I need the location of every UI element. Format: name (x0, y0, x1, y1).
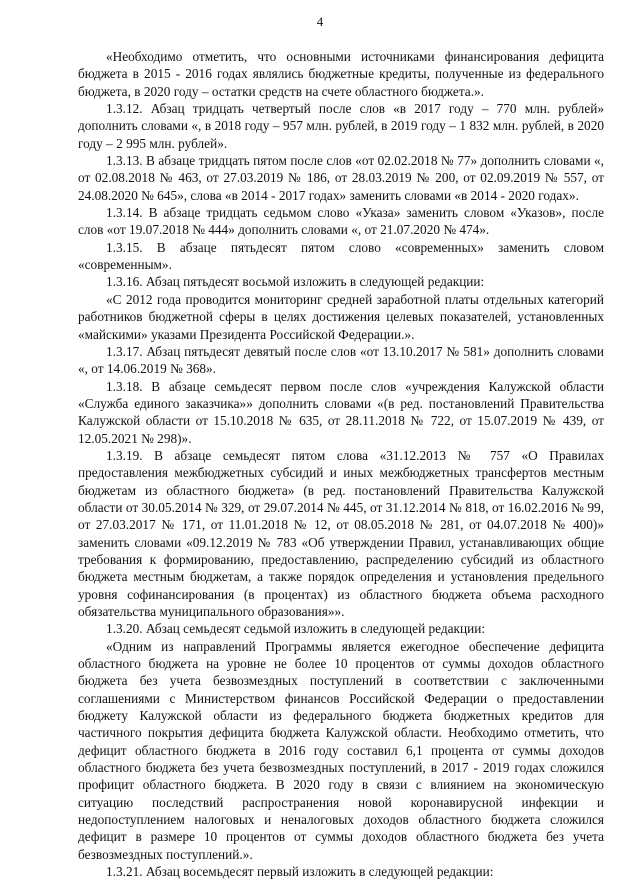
paragraph-deficit-sources: «Необходимо отметить, что основными источниками финансирования дефицита бюджета в 2015 - 2016 годах являлись бюджетные кредиты, полученные из федерального бюджета, в 2020 году – остатки средств на счете областного бюджета.». (78, 49, 604, 99)
paragraph-program-quote: «Одним из направлений Программы является ежегодное обеспечение дефицита областного бюджета на уровне не более 10 процентов от суммы доходов областного бюджета без учета безвозмездных поступлений в соответствии с заключенными соглашениями с Министерством финансов Российской Федерации о предоставлении бюджету Калужской области из федерального бюджета бюджетных кредитов для частичного покрытия дефицита бюджета Калужской области. Необходимо отметить, что дефицит областного бюджета в 2016 году составил 6,1 процента от суммы доходов областного бюджета без учета безвозмездных поступлений, в 2017 - 2019 годах сложился профицит областного бюджета. В 2020 году в связи с влиянием на экономическую ситуацию последствий распространения новой коронавирусной инфекции и недопоступлением налоговых и неналоговых доходов областного бюджета сложился дефицит в размере 10 процентов от суммы доходов областного бюджета без учета безвозмездных поступлений.». (78, 638, 604, 862)
paragraph-1-3-20: 1.3.20. Абзац семьдесят седьмой изложить в следующей редакции: (106, 621, 486, 637)
paragraph-monitoring-quote: «С 2012 года проводится мониторинг средней заработной платы отдельных категорий работников бюджетной сферы в целях достижения целевых показателей, установленных «майскими» указами Президента Российской Федерации.». (78, 291, 604, 342)
paragraph-1-3-21: 1.3.21. Абзац восемьдесят первый изложить в следующей редакции: (106, 864, 494, 880)
paragraph-1-3-15: 1.3.15. В абзаце пятьдесят пятом слово «современных» заменить словом «современным». (78, 239, 604, 273)
page-number: 4 (316, 14, 324, 29)
paragraph-1-3-19: 1.3.19. В абзаце семьдесят пятом слова «31.12.2013 № 757 «О Правилах предоставления межбюджетных субсидий и иных межбюджетных трансфертов местным бюджетам из областного бюджета» (в ред. постановлений Правительства Калужской области от 30.05.2014 № 329, от 29.07.2014 № 445, от 31.12.2014 № 818, от 16.02.2016 № 99, от 27.03.2017 № 171, от 11.01.2018 № 12, от 08.05.2018 № 281, от 04.07.2018 № 400)» заменить словами «09.12.2019 № 783 «Об утверждении Правил, устанавливающих общие требования к формированию, предоставлению, распределению субсидий из областного бюджета местным бюджетам, а также порядок определения и установления предельного уровня софинансирования (в процентах) из областного бюджета объема расходного обязательства муниципального образования»». (78, 447, 604, 619)
paragraph-1-3-17: 1.3.17. Абзац пятьдесят девятый после слов «от 13.10.2017 № 581» дополнить словами «, от 14.06.2019 № 368». (78, 343, 604, 377)
paragraph-1-3-18: 1.3.18. В абзаце семьдесят первом после слов «учреждения Калужской области «Служба единого заказчика»» дополнить словами «(в ред. постановлений Правительства Калужской области от 15.10.2018 № 635, от 28.11.2018 № 722, от 15.07.2019 № 439, от 12.05.2021 № 298)». (78, 378, 604, 446)
paragraph-1-3-12: 1.3.12. Абзац тридцать четвертый после слов «в 2017 году – 770 млн. рублей» дополнить словами «, в 2018 году – 957 млн. рублей, в 2019 году – 1 832 млн. рублей, в 2020 году – 2 995 млн. рублей». (78, 101, 604, 151)
paragraph-1-3-14: 1.3.14. В абзаце тридцать седьмом слово «Указа» заменить словом «Указов», после слов «от 19.07.2018 № 444» дополнить словами «, от 21.07.2020 № 474». (78, 205, 604, 238)
paragraph-1-3-16: 1.3.16. Абзац пятьдесят восьмой изложить в следующей редакции: (106, 274, 485, 290)
paragraph-1-3-13: 1.3.13. В абзаце тридцать пятом после слов «от 02.02.2018 № 77» дополнить словами «, от 02.08.2018 № 463, от 27.03.2019 № 186, от 28.03.2019 № 200, от 02.09.2019 № 557, от 24.08.2020 № 645», слова «в 2014 - 2017 годах» заменить словами «в 2014 - 2020 годах». (78, 153, 604, 203)
document-body (78, 48, 604, 881)
